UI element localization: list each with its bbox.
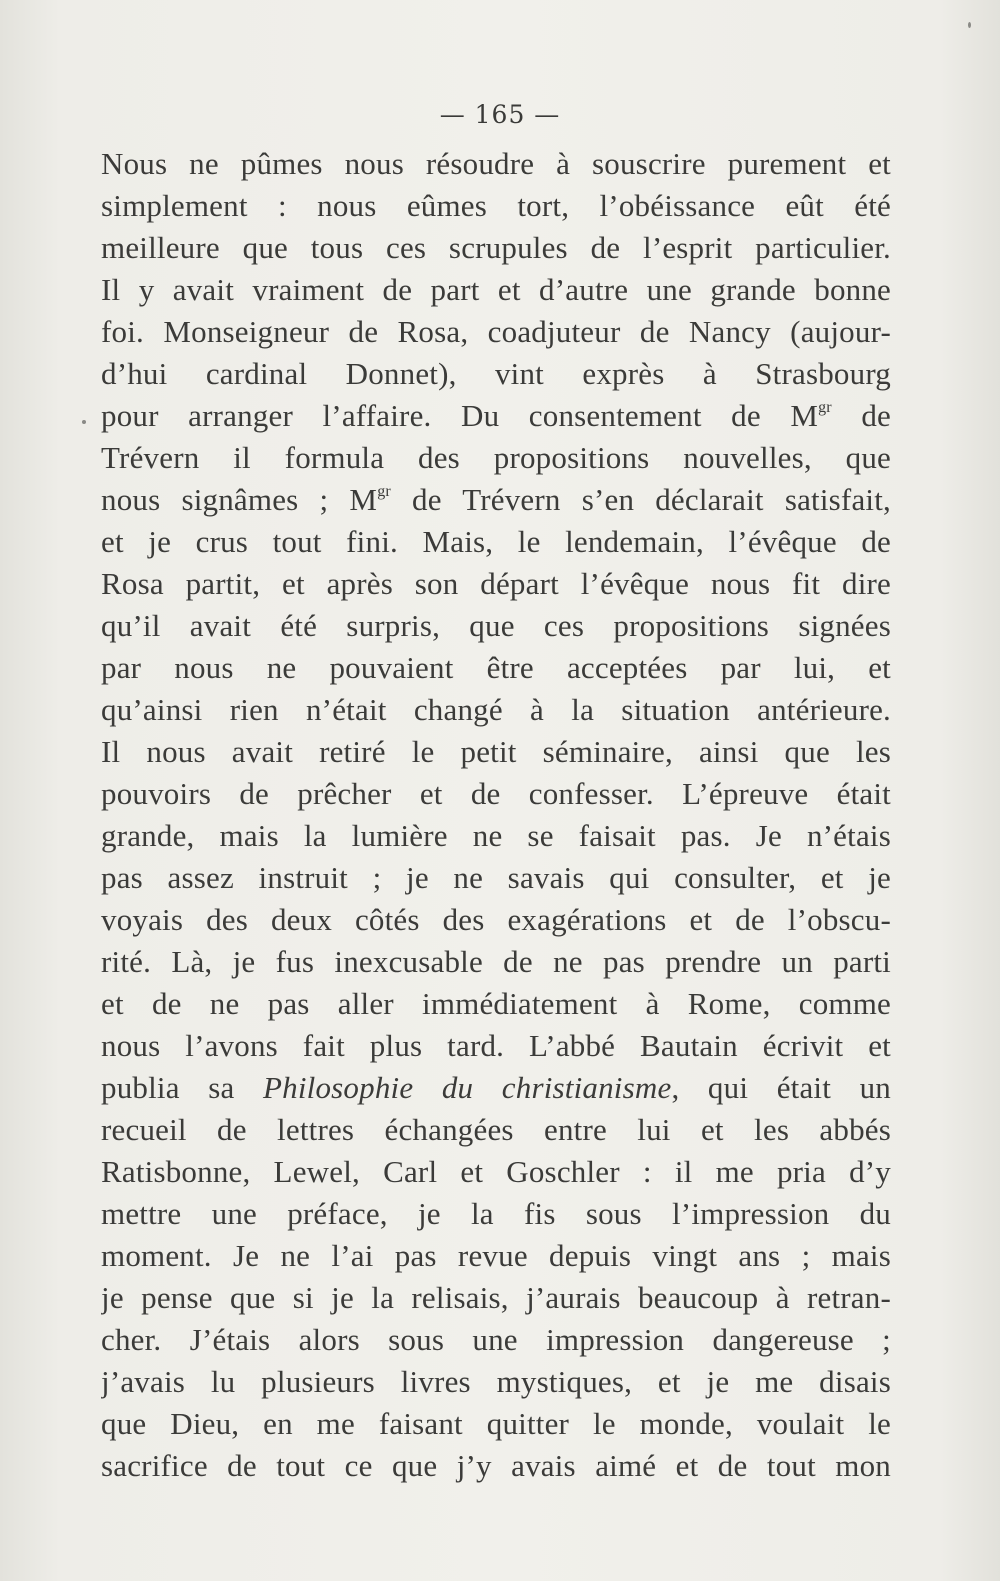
text-line: voyais des deux côtés des exagérations et de l’obscu-: [101, 902, 891, 937]
text-line: nous l’avons fait plus tard. L’abbé Bautain écrivit et: [101, 1028, 891, 1063]
text-line: d’hui cardinal Donnet), vint exprès à Strasbourg: [101, 356, 891, 391]
text-line: j’avais lu plusieurs livres mystiques, et je me disais: [101, 1364, 891, 1399]
text-line: foi. Monseigneur de Rosa, coadjuteur de Nancy (aujour-: [101, 314, 891, 349]
text-line: et je crus tout fini. Mais, le lendemain, l’évêque de: [101, 524, 891, 559]
text-line: mettre une préface, je la fis sous l’impression du: [101, 1196, 891, 1231]
text-line: par nous ne pouvaient être acceptées par lui, et: [101, 650, 891, 685]
text-line: je pense que si je la relisais, j’aurais beaucoup à retran-: [101, 1280, 891, 1315]
text-line: qu’ainsi rien n’était changé à la situation antérieure.: [101, 692, 891, 727]
text-line: Trévern il formula des propositions nouvelles, que: [101, 440, 891, 475]
text-segment: nous signâmes ; M: [101, 482, 378, 517]
text-line: sacrifice de tout ce que j’y avais aimé et de tout mon: [101, 1448, 891, 1483]
text-line: simplement : nous eûmes tort, l’obéissance eût été: [101, 188, 891, 223]
text-line: pouvoirs de prêcher et de confesser. L’épreuve était: [101, 776, 891, 811]
text-line: Il nous avait retiré le petit séminaire, ainsi que les: [101, 734, 891, 769]
text-line: Ratisbonne, Lewel, Carl et Goschler : il me pria d’y: [101, 1154, 891, 1189]
text-line: grande, mais la lumière ne se faisait pas. Je n’étais: [101, 818, 891, 853]
paper-speck: [968, 22, 971, 28]
text-line: qu’il avait été surpris, que ces propositions signées: [101, 608, 891, 643]
text-segment: publia sa: [101, 1070, 263, 1105]
abbreviation-superscript: gr: [818, 399, 832, 416]
text-line: que Dieu, en me faisant quitter le monde, voulait le: [101, 1406, 891, 1441]
book-title-italic: Philosophie du christianisme: [263, 1070, 672, 1105]
text-line: meilleure que tous ces scrupules de l’esprit particulier.: [101, 230, 891, 265]
text-line: moment. Je ne l’ai pas revue depuis vingt ans ; mais: [101, 1238, 891, 1273]
text-segment: de Trévern s’en déclarait satisfait,: [390, 482, 891, 517]
text-line: rité. Là, je fus inexcusable de ne pas prendre un parti: [101, 944, 891, 979]
text-line: pas assez instruit ; je ne savais qui consulter, et je: [101, 860, 891, 895]
text-segment: , qui était un: [671, 1070, 891, 1105]
paper-speck: [82, 420, 86, 424]
text-line: recueil de lettres échangées entre lui et les abbés: [101, 1112, 891, 1147]
abbreviation-superscript: gr: [377, 483, 391, 500]
text-line: [101, 395, 891, 437]
text-line: cher. J’étais alors sous une impression dangereuse ;: [101, 1322, 891, 1357]
page-number: — 165 —: [439, 100, 561, 129]
text-segment: de: [831, 398, 891, 433]
text-segment: pour arranger l’affaire. Du consentement de M: [101, 398, 819, 433]
text-line: Il y avait vraiment de part et d’autre une grande bonne: [101, 272, 891, 307]
text-line: et de ne pas aller immédiatement à Rome, comme: [101, 986, 891, 1021]
text-line: [101, 1067, 891, 1109]
text-line: [101, 479, 891, 521]
text-line: Nous ne pûmes nous résoudre à souscrire purement et: [101, 146, 891, 181]
body-text: [101, 143, 891, 1487]
text-line: Rosa partit, et après son départ l’évêque nous fit dire: [101, 566, 891, 601]
